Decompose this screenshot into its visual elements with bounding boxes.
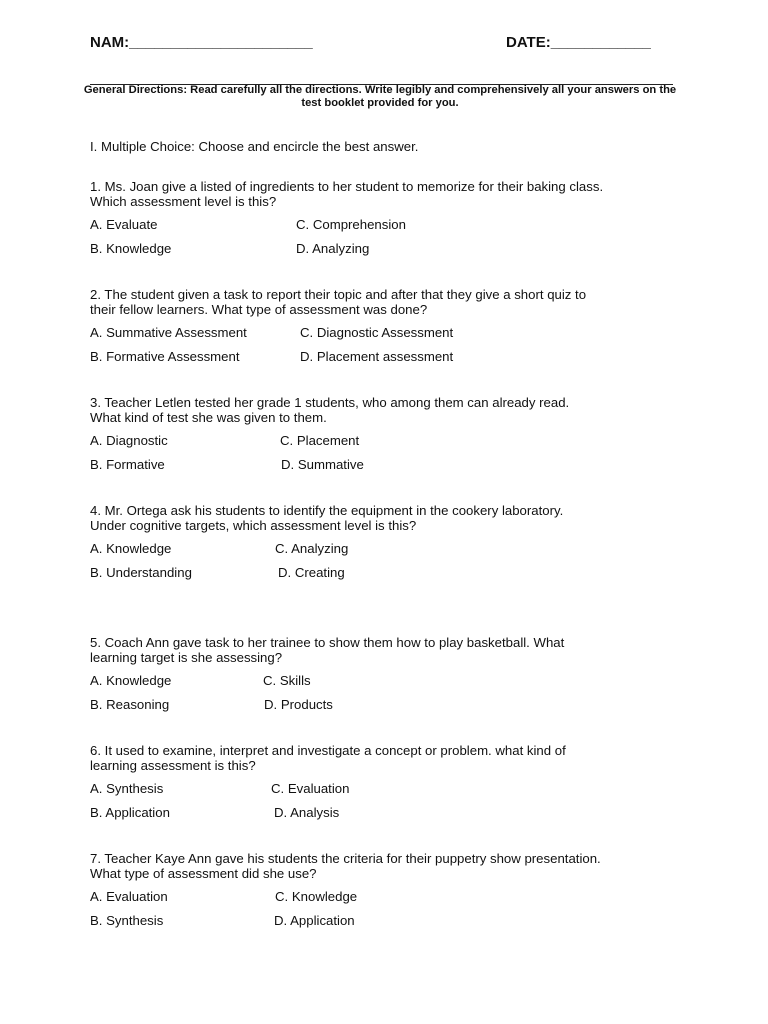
option-a[interactable]: A. Evaluate xyxy=(90,217,158,232)
name-label: NAM:______________________ xyxy=(90,34,313,51)
question-text-line1: 7. Teacher Kaye Ann gave his students the criteria for their puppetry show presentation. xyxy=(90,851,601,866)
section-title: I. Multiple Choice: Choose and encircle the best answer. xyxy=(90,139,419,154)
option-d[interactable]: D. Analyzing xyxy=(296,241,370,256)
option-d[interactable]: D. Summative xyxy=(281,457,364,472)
option-c[interactable]: C. Evaluation xyxy=(271,781,350,796)
option-c[interactable]: C. Skills xyxy=(263,673,311,688)
option-d[interactable]: D. Placement assessment xyxy=(300,349,454,364)
option-b[interactable]: B. Knowledge xyxy=(90,241,172,256)
question-text-line2: Which assessment level is this? xyxy=(90,194,277,209)
question-text-line1: 4. Mr. Ortega ask his students to identify the equipment in the cookery laboratory. xyxy=(90,503,564,518)
question-text-line1: 1. Ms. Joan give a listed of ingredients to her student to memorize for their baking class. xyxy=(90,179,604,194)
option-a[interactable]: A. Knowledge xyxy=(90,673,172,688)
option-b[interactable]: B. Application xyxy=(90,805,170,820)
option-d[interactable]: D. Analysis xyxy=(274,805,340,820)
general-directions: General Directions: Read carefully all the directions. Write legibly and comprehensively all your answers on the test booklet provided for you. xyxy=(83,84,677,109)
date-label: DATE:____________ xyxy=(506,34,651,51)
question-text-line2: Under cognitive targets, which assessment level is this? xyxy=(90,518,417,533)
option-c[interactable]: C. Knowledge xyxy=(275,889,358,904)
option-c[interactable]: C. Analyzing xyxy=(275,541,349,556)
option-c[interactable]: C. Placement xyxy=(280,433,360,448)
option-b[interactable]: B. Understanding xyxy=(90,565,192,580)
question-text-line1: 3. Teacher Letlen tested her grade 1 students, who among them can already read. xyxy=(90,395,570,410)
question-text-line2: What kind of test she was given to them. xyxy=(90,410,327,425)
option-d[interactable]: D. Application xyxy=(274,913,355,928)
option-a[interactable]: A. Summative Assessment xyxy=(90,325,247,340)
question-text-line1: 2. The student given a task to report their topic and after that they give a short quiz to xyxy=(90,287,587,302)
question-text-line2: What type of assessment did she use? xyxy=(90,866,317,881)
option-b[interactable]: B. Reasoning xyxy=(90,697,170,712)
option-b[interactable]: B. Formative Assessment xyxy=(90,349,240,364)
option-c[interactable]: C. Diagnostic Assessment xyxy=(300,325,454,340)
option-a[interactable]: A. Knowledge xyxy=(90,541,172,556)
option-d[interactable]: D. Products xyxy=(264,697,333,712)
option-a[interactable]: A. Synthesis xyxy=(90,781,164,796)
option-a[interactable]: A. Evaluation xyxy=(90,889,168,904)
option-c[interactable]: C. Comprehension xyxy=(296,217,406,232)
question-text-line2: their fellow learners. What type of assessment was done? xyxy=(90,302,428,317)
question-text-line2: learning assessment is this? xyxy=(90,758,256,773)
option-a[interactable]: A. Diagnostic xyxy=(90,433,168,448)
option-b[interactable]: B. Formative xyxy=(90,457,165,472)
question-text-line1: 5. Coach Ann gave task to her trainee to show them how to play basketball. What xyxy=(90,635,565,650)
question-text-line2: learning target is she assessing? xyxy=(90,650,283,665)
question-text-line1: 6. It used to examine, interpret and investigate a concept or problem. what kind of xyxy=(90,743,566,758)
option-d[interactable]: D. Creating xyxy=(278,565,345,580)
option-b[interactable]: B. Synthesis xyxy=(90,913,164,928)
